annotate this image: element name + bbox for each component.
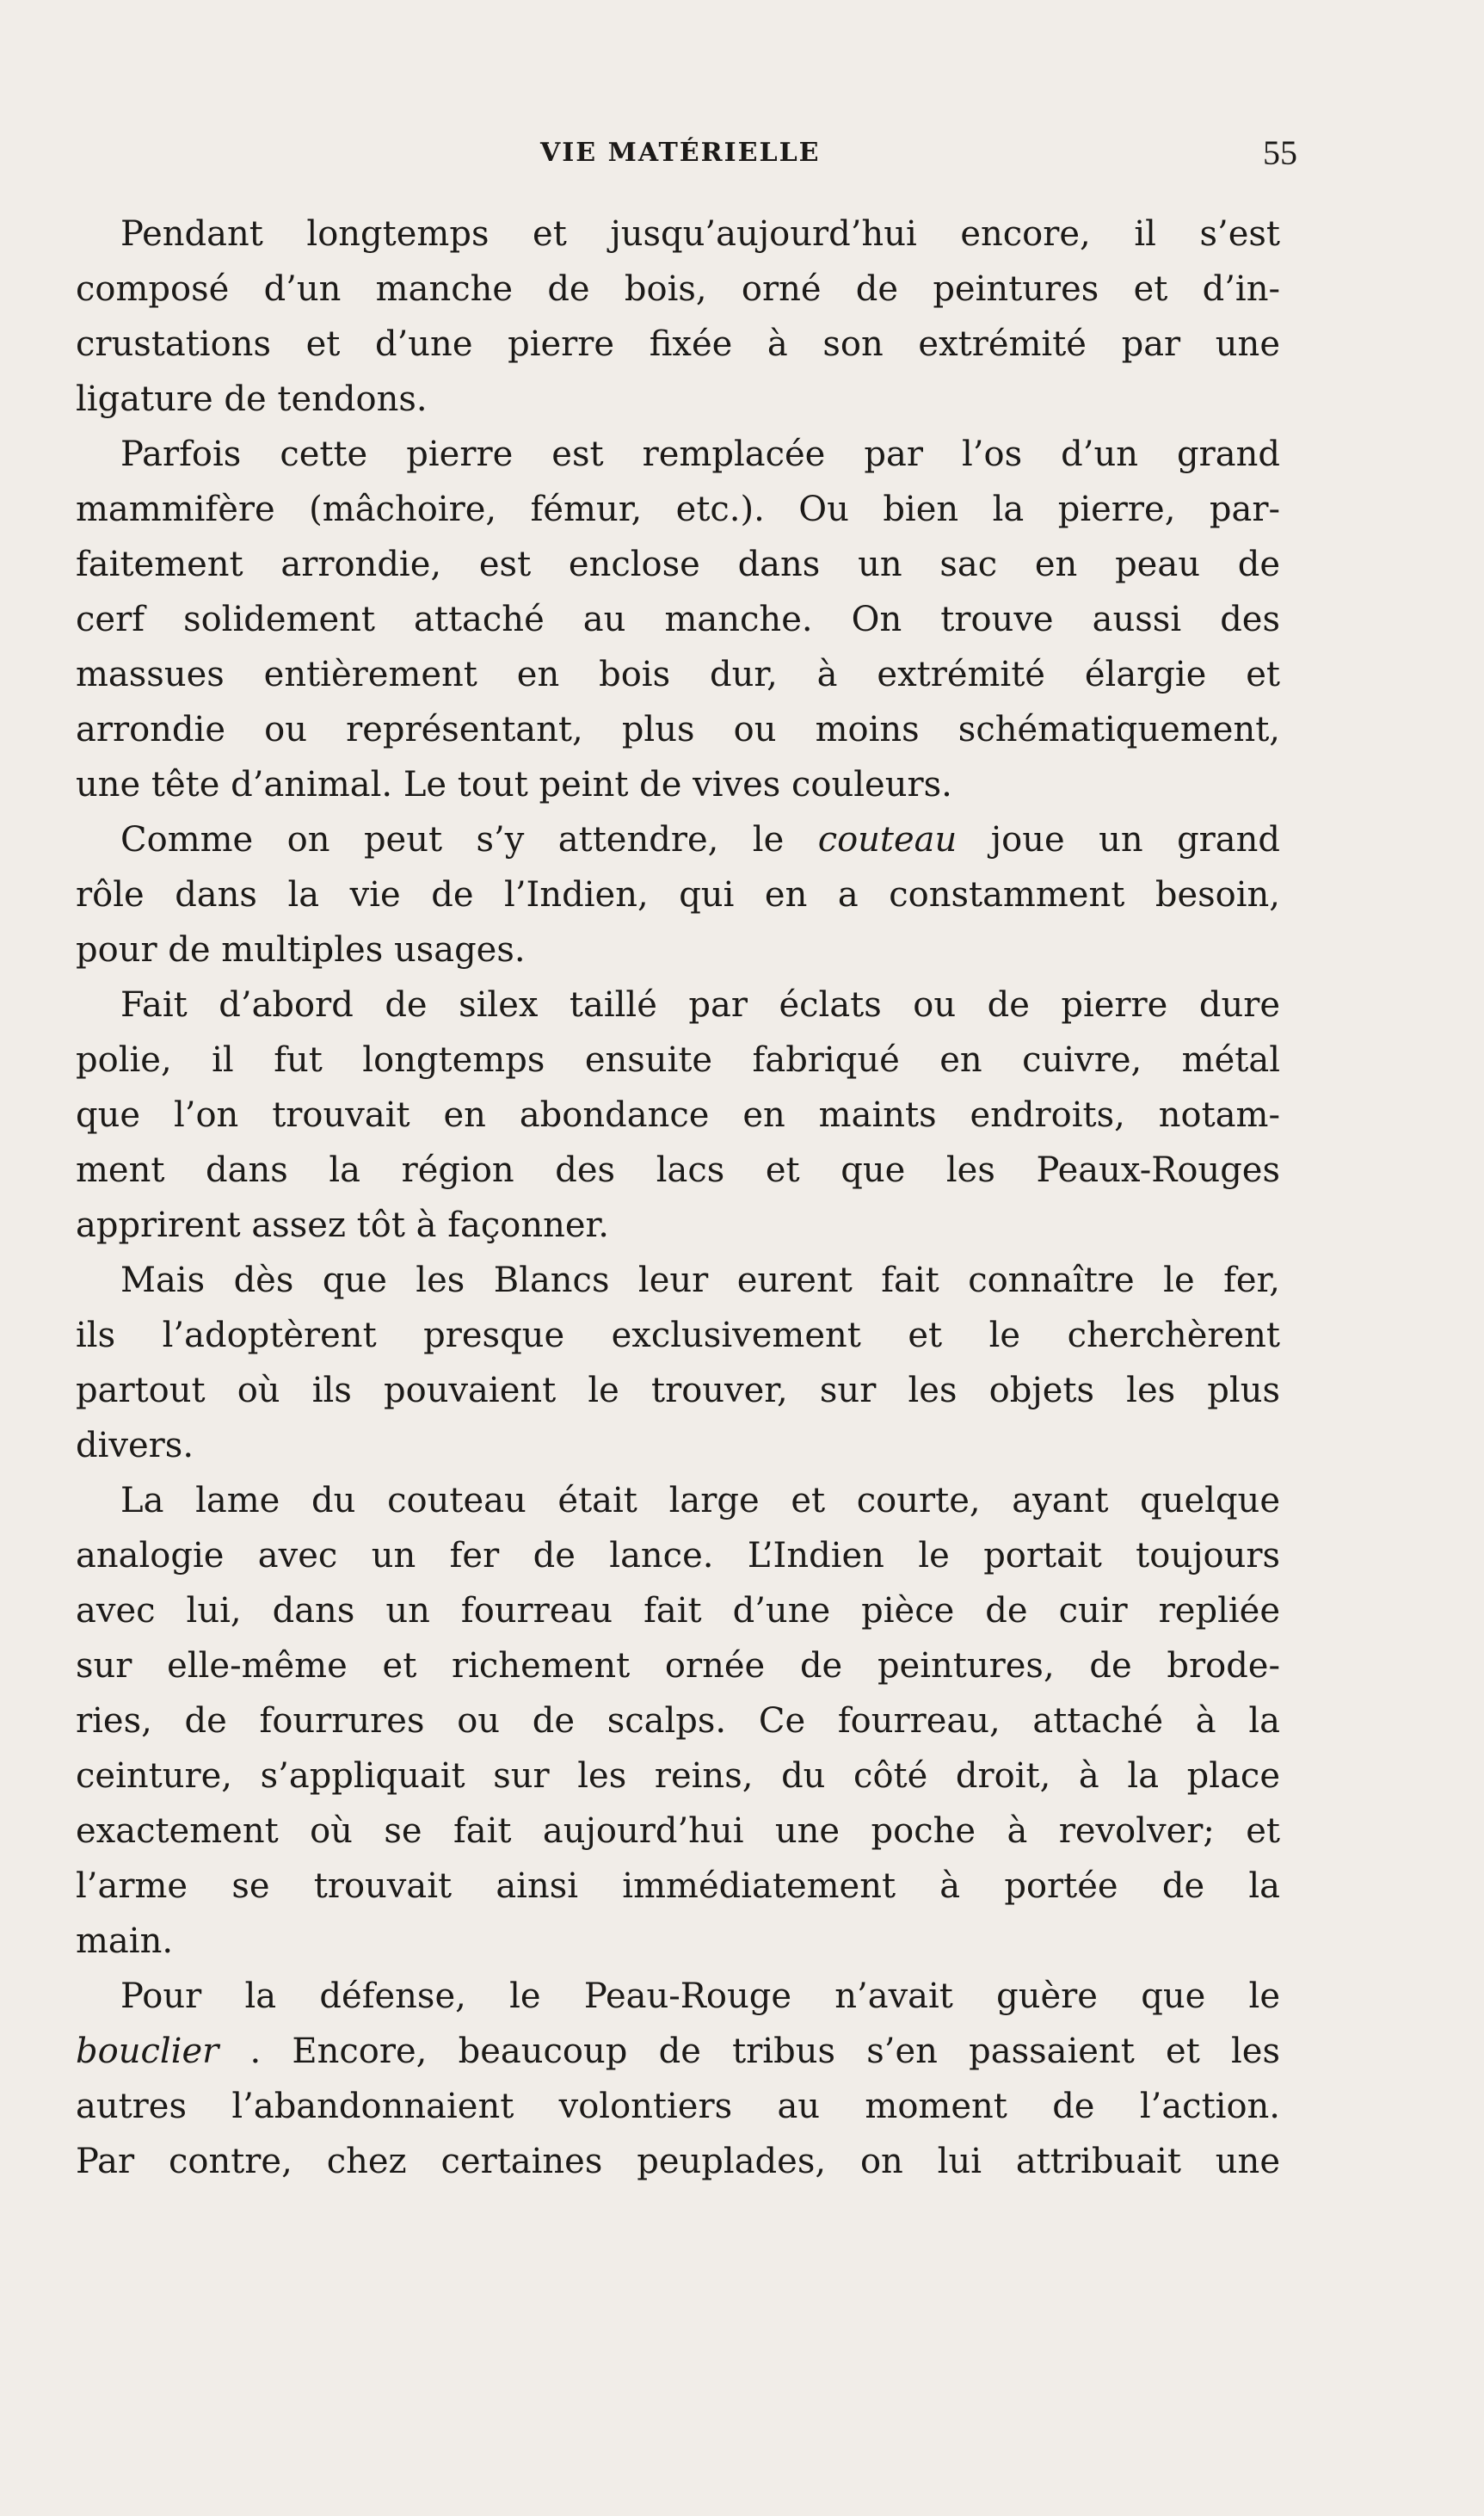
text-line: avec lui, dans un fourreau fait d’une pièce de cuir repliée — [76, 1591, 1280, 1631]
text-line: Mais dès que les Blancs leur eurent fait connaître le fer, — [120, 1261, 1280, 1300]
text-line: pour de multiples usages. — [76, 930, 526, 970]
text-line: arrondie ou représentant, plus ou moins schématiquement, — [76, 710, 1280, 749]
text-segment: joue un grand — [957, 820, 1280, 860]
text-line: ils l’adoptèrent presque exclusivement et le cherchèrent — [76, 1316, 1280, 1355]
text-line: que l’on trouvait en abondance en maints endroits, notam- — [76, 1095, 1280, 1135]
text-line: cerf solidement attaché au manche. On trouve aussi des — [76, 600, 1280, 639]
text-line: polie, il fut longtemps ensuite fabriqué en cuivre, métal — [76, 1040, 1280, 1080]
text-line: ries, de fourrures ou de scalps. Ce fourreau, attaché à la — [76, 1701, 1280, 1741]
body-text — [76, 207, 1280, 2189]
italic-term: couteau — [817, 820, 958, 860]
text-line: Parfois cette pierre est remplacée par l’os d’un grand — [120, 435, 1280, 474]
text-line: ceinture, s’appliquait sur les reins, du côté droit, à la place — [76, 1756, 1280, 1796]
text-line: Pour la défense, le Peau-Rouge n’avait guère que le — [120, 1976, 1280, 2016]
text-segment: Comme on peut s’y attendre, le — [120, 820, 818, 860]
text-line: sur elle-même et richement ornée de peintures, de brode- — [76, 1646, 1280, 1686]
text-line: exactement où se fait aujourd’hui une poche à revolver; et — [76, 1811, 1280, 1851]
text-line: divers. — [76, 1426, 194, 1465]
text-line — [76, 812, 1280, 867]
text-line: main. — [76, 1921, 174, 1961]
text-line: une tête d’animal. Le tout peint de vives couleurs. — [76, 765, 952, 805]
page-number: 55 — [1263, 133, 1297, 172]
text-line: composé d’un manche de bois, orné de peintures et d’in- — [76, 269, 1280, 309]
text-line: La lame du couteau était large et courte, ayant quelque — [120, 1481, 1280, 1520]
text-line: apprirent assez tôt à façonner. — [76, 1206, 609, 1245]
text-line: ligature de tendons. — [76, 379, 428, 419]
text-segment: . Encore, beaucoup de tribus s’en passaient et les — [219, 2032, 1280, 2071]
text-line: ment dans la région des lacs et que les Peaux-Rouges — [76, 1150, 1280, 1190]
text-line: crustations et d’une pierre fixée à son extrémité par une — [76, 324, 1280, 364]
text-line — [76, 2024, 1280, 2079]
italic-term: bouclier — [76, 2032, 219, 2071]
text-line: Pendant longtemps et jusqu’aujourd’hui encore, il s’est — [120, 214, 1280, 254]
text-line: l’arme se trouvait ainsi immédiatement à portée de la — [76, 1866, 1280, 1906]
text-line: Par contre, chez certaines peuplades, on lui attribuait une — [76, 2142, 1280, 2181]
text-line: mammifère (mâchoire, fémur, etc.). Ou bien la pierre, par- — [76, 490, 1280, 529]
text-line: autres l’abandonnaient volontiers au moment de l’action. — [76, 2087, 1280, 2126]
text-line: analogie avec un fer de lance. L’Indien le portait toujours — [76, 1536, 1280, 1576]
running-title: VIE MATÉRIELLE — [540, 138, 821, 168]
text-line: Fait d’abord de silex taillé par éclats ou de pierre dure — [120, 985, 1280, 1025]
text-line: partout où ils pouvaient le trouver, sur les objets les plus — [76, 1371, 1280, 1410]
text-line: faitement arrondie, est enclose dans un sac en peau de — [76, 545, 1280, 584]
running-head — [76, 129, 1297, 181]
text-line: rôle dans la vie de l’Indien, qui en a constamment besoin, — [76, 875, 1280, 915]
text-line: massues entièrement en bois dur, à extrémité élargie et — [76, 655, 1280, 694]
